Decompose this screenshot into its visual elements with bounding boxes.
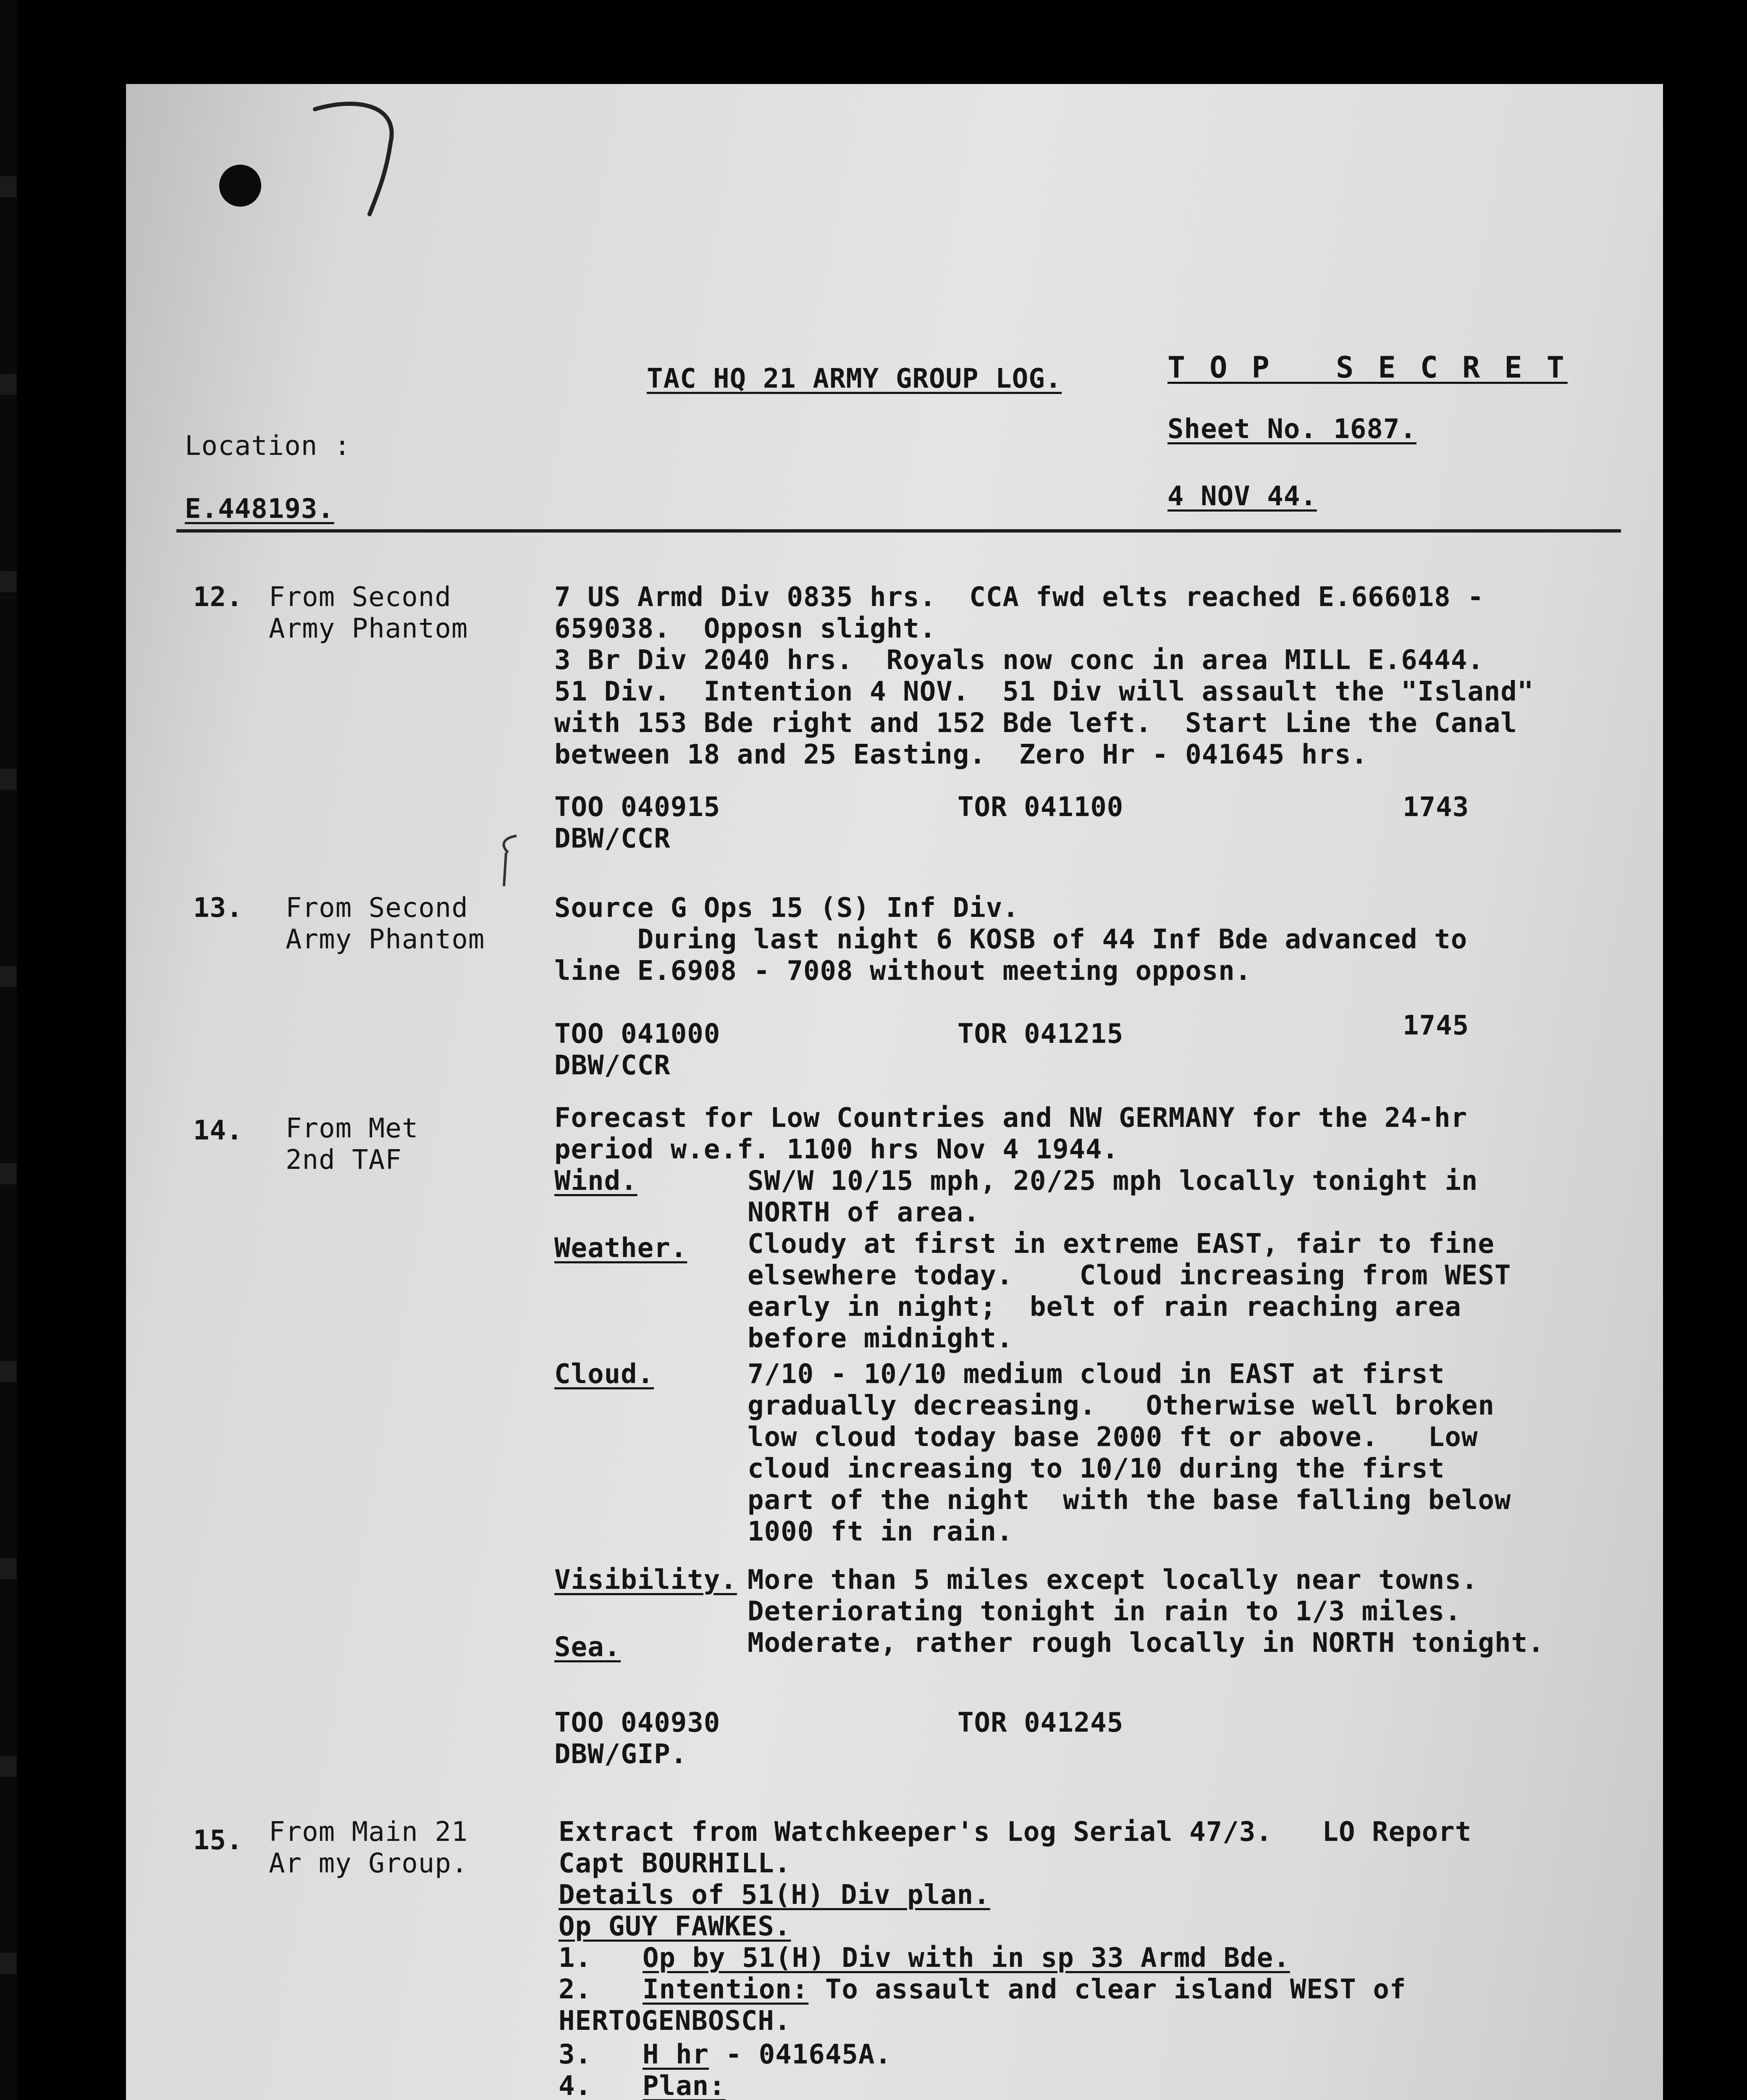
entry-from-line: 2nd TAF <box>286 1144 402 1176</box>
entry-tor: TOR 041245 <box>957 1707 1124 1738</box>
para-label: H hr <box>643 2039 709 2070</box>
forecast-text-line: SW/W 10/15 mph, 20/25 mph locally tonight in <box>748 1166 1478 1197</box>
forecast-label-cloud: Cloud. <box>554 1359 654 1390</box>
pencil-mark-icon <box>307 92 433 218</box>
para-number: 3. <box>559 2039 592 2070</box>
entry-initials: DBW/GIP. <box>554 1739 687 1770</box>
entry-ref: 1743 <box>1403 792 1469 823</box>
forecast-text-line: 1000 ft in rain. <box>748 1516 1013 1547</box>
forecast-text-line: low cloud today base 2000 ft or above. Low <box>748 1422 1478 1453</box>
para-number: 2. <box>559 1974 592 2005</box>
forecast-text-line: Deteriorating tonight in rain to 1/3 miles. <box>748 1596 1461 1627</box>
para-line <box>643 1976 1406 2003</box>
forecast-text-line: Moderate, rather rough locally in NORTH tonight. <box>748 1628 1545 1659</box>
entry-serial: 13. <box>193 892 243 924</box>
forecast-text-line: More than 5 miles except locally near towns. <box>748 1564 1478 1596</box>
entry-text-line: period w.e.f. 1100 hrs Nov 4 1944. <box>554 1134 1119 1165</box>
location-label: Location : <box>185 430 351 462</box>
punch-hole <box>219 165 261 207</box>
entry-from-line: From Second <box>269 582 451 613</box>
para-number: 1. <box>559 1942 592 1974</box>
entry-from-line: Army Phantom <box>286 924 485 955</box>
entry-from-line: Ar my Group. <box>269 1848 468 1879</box>
op-name-heading: Op GUY FAWKES. <box>559 1911 791 1942</box>
location-ref: E.448193. <box>185 494 334 525</box>
entry-text-line: Extract from Watchkeeper's Log Serial 47/3. LO Report <box>559 1816 1472 1848</box>
entry-from-line: From Second <box>286 892 468 924</box>
entry-from-line: From Main 21 <box>269 1816 468 1848</box>
header-rule <box>176 529 1621 533</box>
para-text: HERTOGENBOSCH. <box>559 2006 791 2037</box>
forecast-text-line: elsewhere today. Cloud increasing from WEST <box>748 1260 1511 1291</box>
forecast-text-line: cloud increasing to 10/10 during the first <box>748 1453 1445 1484</box>
entry-text-line: Forecast for Low Countries and NW GERMANY for the 24-hr <box>554 1102 1468 1134</box>
entry-too: TOO 041000 <box>554 1018 721 1050</box>
pencil-tick-icon <box>491 832 525 890</box>
entry-tor: TOR 041215 <box>957 1018 1124 1050</box>
entry-text-line: 659038. Opposn slight. <box>554 613 936 644</box>
forecast-text-line: 7/10 - 10/10 medium cloud in EAST at first <box>748 1359 1445 1390</box>
entry-text-line: Capt BOURHILL. <box>559 1848 791 1879</box>
entry-serial: 14. <box>193 1115 243 1146</box>
entry-too: TOO 040930 <box>554 1707 721 1738</box>
entry-text-line: line E.6908 - 7008 without meeting opposn. <box>554 956 1252 987</box>
para-text: To assault and clear island WEST of <box>808 1974 1406 2005</box>
entry-text-line: Source G Ops 15 (S) Inf Div. <box>554 892 1019 924</box>
document-sheet <box>126 84 1663 2100</box>
entry-initials: DBW/CCR <box>554 1050 671 1081</box>
forecast-text-line: before midnight. <box>748 1323 1013 1354</box>
entry-too: TOO 040915 <box>554 792 721 823</box>
log-title: TAC HQ 21 ARMY GROUP LOG. <box>647 363 1062 394</box>
log-date: 4 NOV 44. <box>1167 481 1317 512</box>
forecast-text-line: Cloudy at first in extreme EAST, fair to fine <box>748 1228 1495 1260</box>
entry-text-line: 51 Div. Intention 4 NOV. 51 Div will assault the "Island" <box>554 676 1534 707</box>
plan-heading: Details of 51(H) Div plan. <box>559 1880 990 1911</box>
entry-from-line: From Met <box>286 1113 419 1144</box>
forecast-text-line: early in night; belt of rain reaching area <box>748 1292 1461 1323</box>
para-text: - 041645A. <box>709 2039 892 2070</box>
entry-text-line: During last night 6 KOSB of 44 Inf Bde advanced to <box>554 924 1468 955</box>
classification: T O P S E C R E T <box>1167 350 1568 385</box>
forecast-text-line: NORTH of area. <box>748 1197 980 1228</box>
forecast-label-sea: Sea. <box>554 1632 621 1663</box>
para-text: Op by 51(H) Div with in sp 33 Armd Bde. <box>643 1942 1290 1974</box>
entry-serial: 15. <box>193 1825 243 1856</box>
forecast-label-visibility: Visibility. <box>554 1564 737 1596</box>
forecast-text-line: part of the night with the base falling below <box>748 1485 1511 1516</box>
entry-ref: 1745 <box>1403 1010 1469 1041</box>
film-edge <box>0 0 17 2100</box>
entry-tor: TOR 041100 <box>957 792 1124 823</box>
entry-text-line: 7 US Armd Div 0835 hrs. CCA fwd elts reached E.666018 - <box>554 582 1484 613</box>
forecast-text-line: gradually decreasing. Otherwise well broken <box>748 1390 1495 1421</box>
entry-serial: 12. <box>193 582 243 613</box>
entry-text-line: with 153 Bde right and 152 Bde left. Start Line the Canal <box>554 708 1517 739</box>
para-number: 4. <box>559 2071 592 2100</box>
forecast-label-wind: Wind. <box>554 1166 637 1197</box>
entry-text-line: 3 Br Div 2040 hrs. Royals now conc in area MILL E.6444. <box>554 645 1484 676</box>
forecast-label-weather: Weather. <box>554 1233 687 1264</box>
para-line <box>643 2041 892 2068</box>
entry-text-line: between 18 and 25 Easting. Zero Hr - 041645 hrs. <box>554 739 1368 770</box>
entry-from-line: Army Phantom <box>269 613 468 644</box>
sheet-number: Sheet No. 1687. <box>1167 414 1416 445</box>
para-label: Plan: <box>643 2071 726 2100</box>
entry-initials: DBW/CCR <box>554 823 671 854</box>
para-label: Intention: <box>643 1974 809 2005</box>
